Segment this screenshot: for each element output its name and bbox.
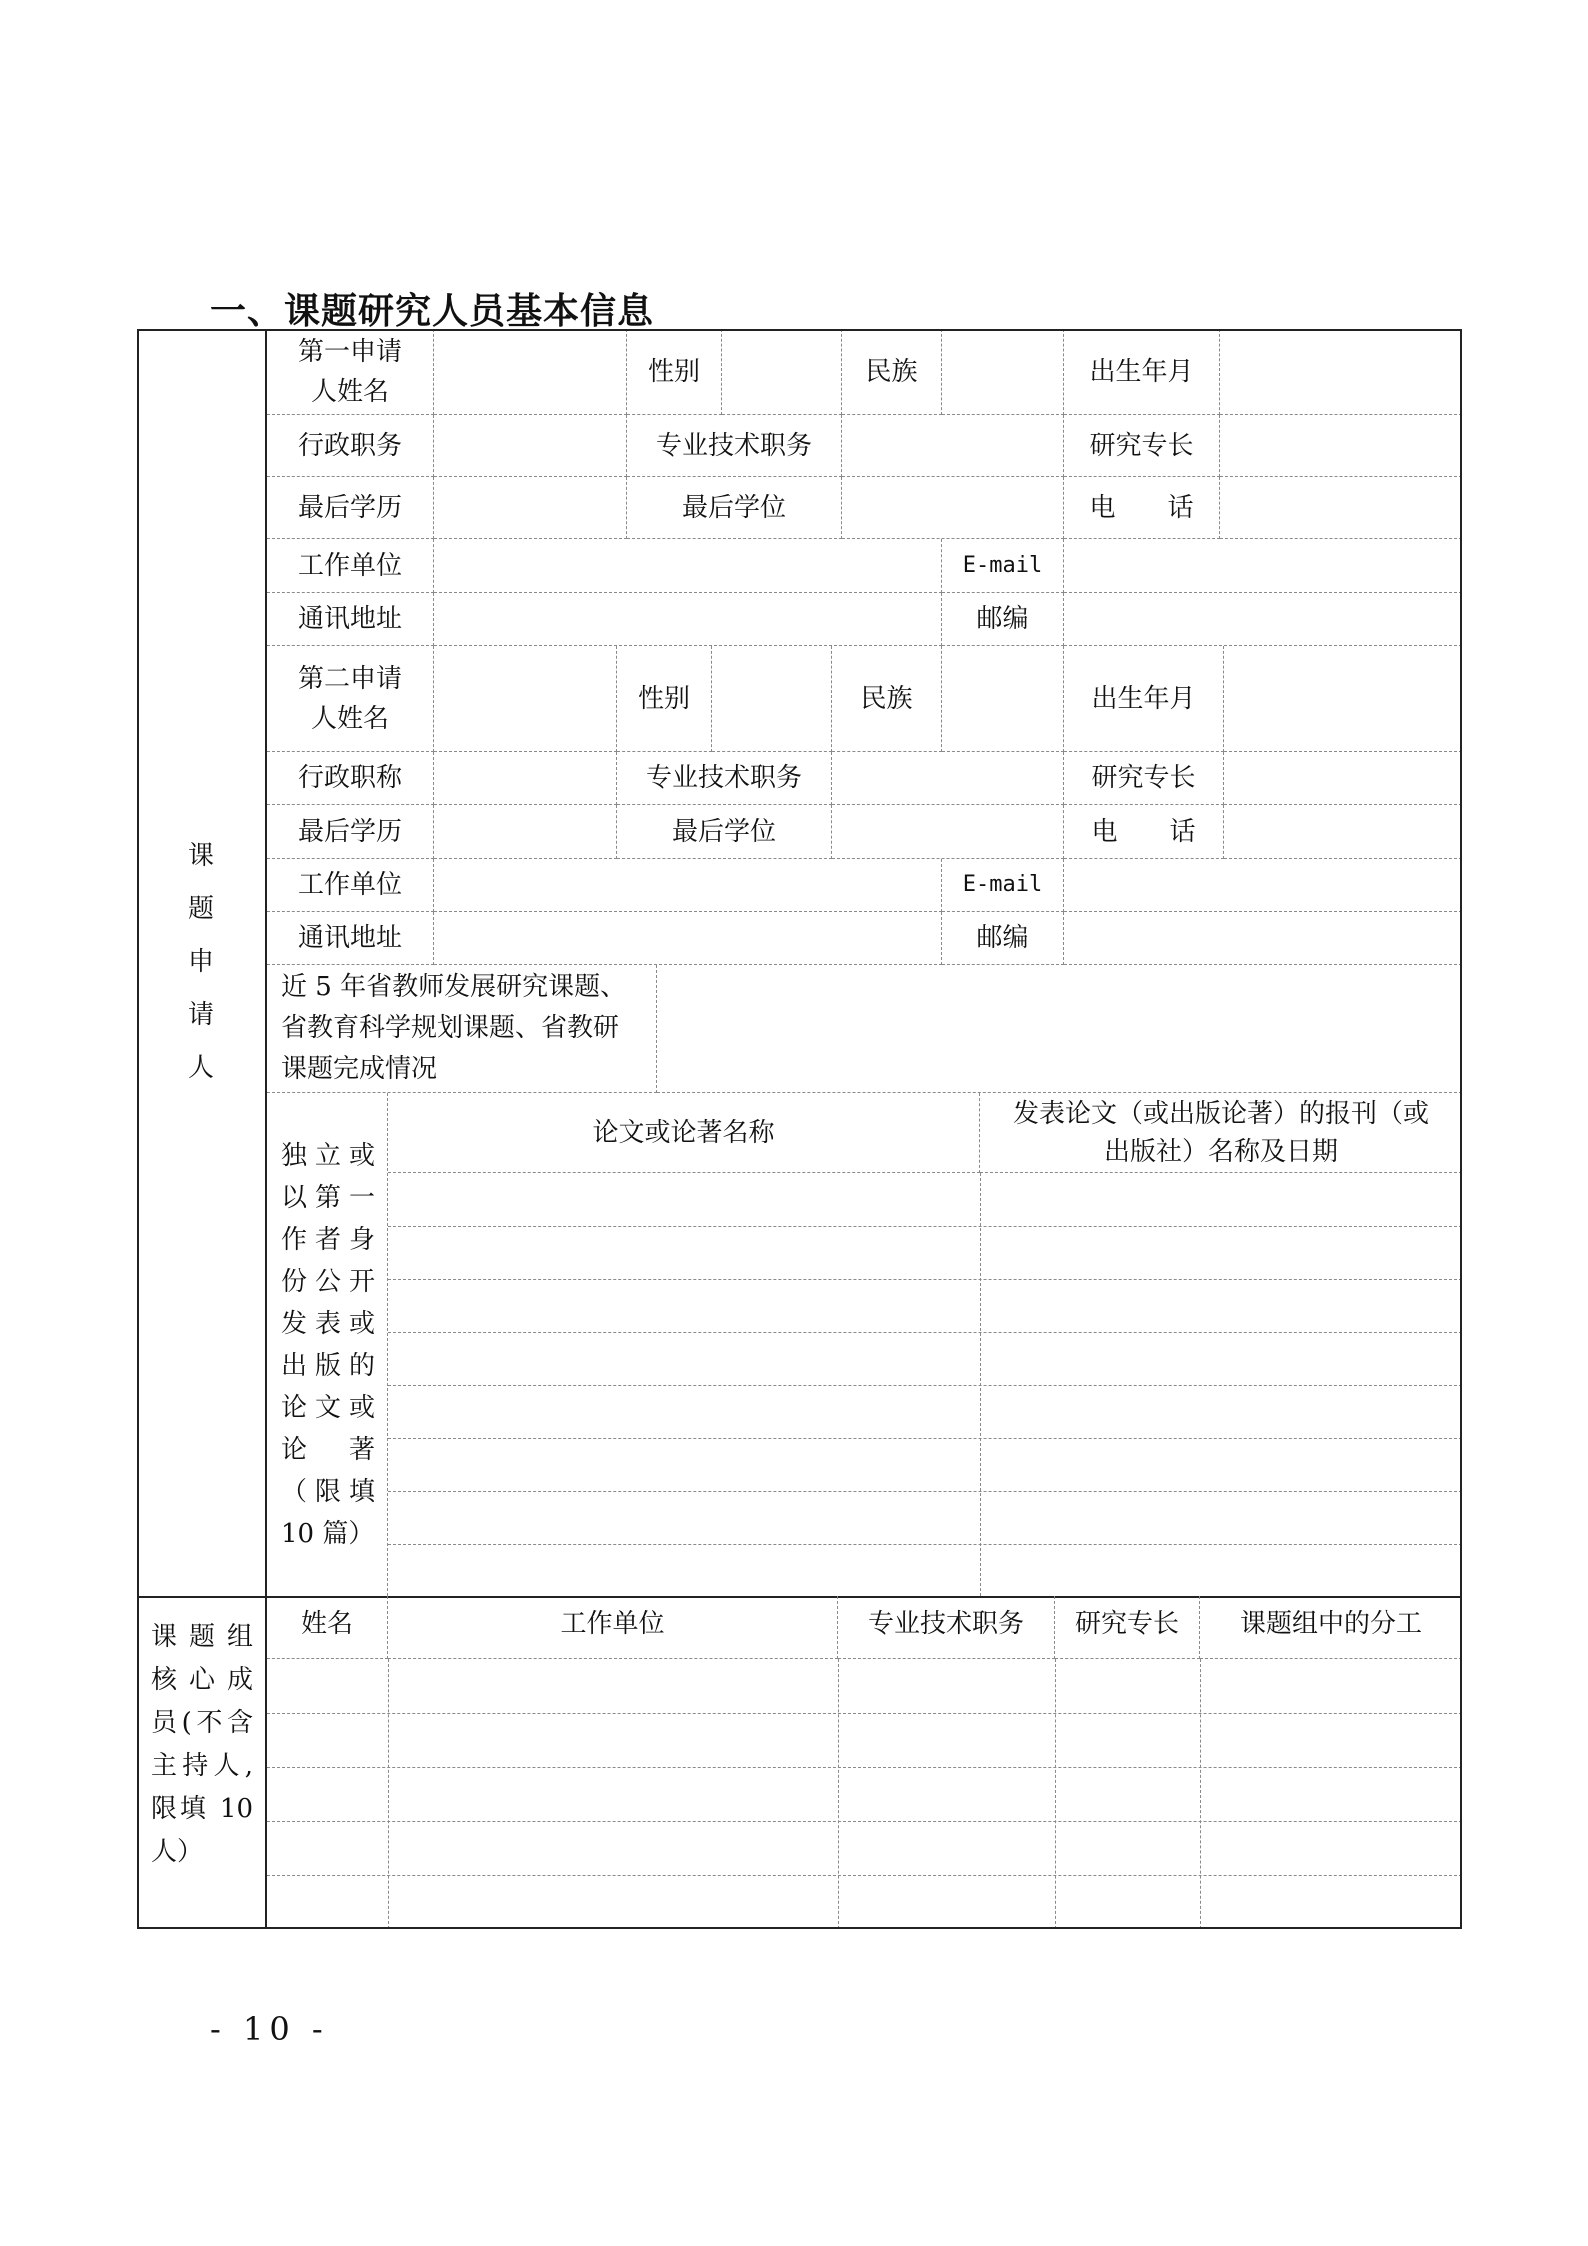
second-workplace-label: 工作单位 [267,859,434,912]
first-phone-label: 电 话 [1064,477,1220,539]
second-postcode-label: 邮编 [942,912,1064,965]
second-ethnicity-field[interactable] [942,646,1064,752]
papers-label: 独立或 以第一 作者身 份公开 发表或 出版的 论文或 论 著 （限填 10 篇） [267,1093,388,1596]
second-admin-post-field[interactable] [434,752,617,805]
second-education-field[interactable] [434,805,617,859]
second-address-label: 通讯地址 [267,912,434,965]
second-birth-field[interactable] [1224,646,1462,752]
papers-col-name: 论文或论著名称 [388,1093,980,1173]
second-expertise-label: 研究专长 [1064,752,1224,805]
members-col-expertise: 研究专长 [1055,1596,1200,1659]
second-address-field[interactable] [434,912,942,965]
first-prof-title-label: 专业技术职务 [627,415,842,477]
first-birth-label: 出生年月 [1064,329,1220,415]
second-degree-label: 最后学位 [617,805,832,859]
second-email-label: E-mail [942,859,1064,912]
recent-projects-field[interactable] [657,965,1462,1093]
first-education-field[interactable] [434,477,627,539]
first-education-label: 最后学历 [267,477,434,539]
second-prof-title-label: 专业技术职务 [617,752,832,805]
first-ethnicity-label: 民族 [842,329,942,415]
first-ethnicity-field[interactable] [942,329,1064,415]
second-ethnicity-label: 民族 [832,646,942,752]
first-gender-label: 性别 [627,329,722,415]
members-label: 课题组 核心成 员(不含 主持人, 限填 10 人） [137,1596,267,1929]
first-address-field[interactable] [434,593,942,646]
first-postcode-label: 邮编 [942,593,1064,646]
first-address-label: 通讯地址 [267,593,434,646]
second-gender-label: 性别 [617,646,712,752]
researcher-info-form [137,329,1462,1929]
first-birth-field[interactable] [1220,329,1462,415]
second-name-field[interactable] [434,646,617,752]
first-workplace-label: 工作单位 [267,539,434,593]
second-admin-post-label: 行政职称 [267,752,434,805]
first-name-label: 第一申请 人姓名 [267,329,434,415]
first-postcode-field[interactable] [1064,593,1462,646]
second-phone-field[interactable] [1224,805,1462,859]
page-number: - 10 - [210,2010,329,2048]
first-expertise-label: 研究专长 [1064,415,1220,477]
members-col-role: 课题组中的分工 [1200,1596,1462,1659]
applicant-label: 课 题 申 请 人 [137,329,267,1596]
first-degree-field[interactable] [842,477,1064,539]
first-gender-field[interactable] [722,329,842,415]
first-expertise-field[interactable] [1220,415,1462,477]
first-name-field[interactable] [434,329,627,415]
first-admin-post-field[interactable] [434,415,627,477]
second-name-label: 第二申请 人姓名 [267,646,434,752]
first-phone-field[interactable] [1220,477,1462,539]
section-title: 一、课题研究人员基本信息 [210,291,655,332]
members-col-name: 姓名 [267,1596,388,1659]
first-admin-post-label: 行政职务 [267,415,434,477]
second-degree-field[interactable] [832,805,1064,859]
second-prof-title-field[interactable] [832,752,1064,805]
first-email-field[interactable] [1064,539,1462,593]
second-birth-label: 出生年月 [1064,646,1224,752]
members-col-workplace: 工作单位 [388,1596,838,1659]
second-workplace-field[interactable] [434,859,942,912]
first-degree-label: 最后学位 [627,477,842,539]
second-email-field[interactable] [1064,859,1462,912]
second-gender-field[interactable] [712,646,832,752]
second-phone-label: 电 话 [1064,805,1224,859]
second-education-label: 最后学历 [267,805,434,859]
second-postcode-field[interactable] [1064,912,1462,965]
recent-projects-label: 近 5 年省教师发展研究课题、 省教育科学规划课题、省教研 课题完成情况 [267,965,657,1093]
members-col-title: 专业技术职务 [838,1596,1055,1659]
second-expertise-field[interactable] [1224,752,1462,805]
first-prof-title-field[interactable] [842,415,1064,477]
papers-col-publisher: 发表论文（或出版论著）的报刊（或 出版社）名称及日期 [980,1093,1462,1173]
first-email-label: E-mail [942,539,1064,593]
first-workplace-field[interactable] [434,539,942,593]
